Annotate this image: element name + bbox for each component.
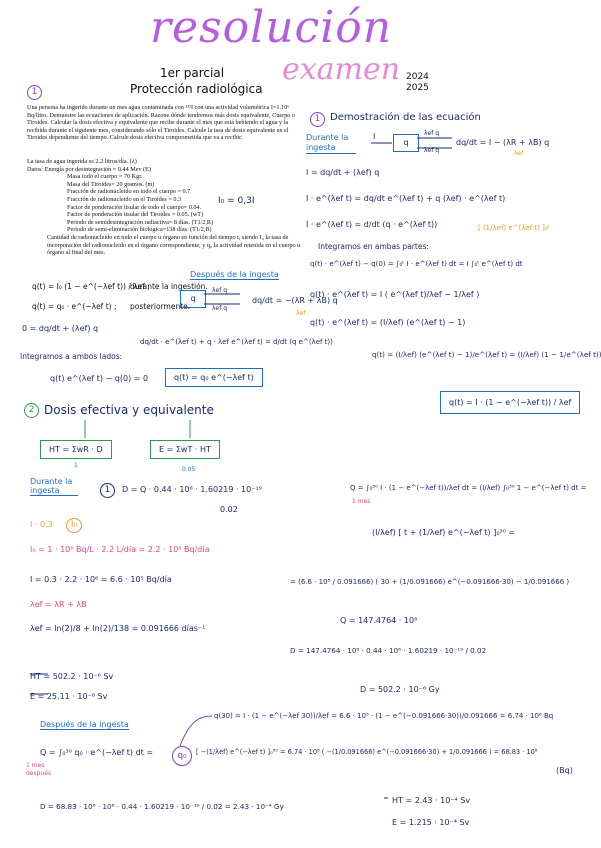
data-line: Fracción de radionucleido en el Tiroides = 0.3 bbox=[67, 195, 182, 203]
q-month-after-label: 1 mes después bbox=[26, 762, 52, 777]
after-equation-1: 0 = dq/dt + (λef) q bbox=[22, 324, 99, 333]
q-during-label: durante la ingestión. bbox=[130, 282, 208, 291]
input-i-label: I bbox=[373, 132, 376, 141]
equation-line-4: q(t) · e^(λef t) − q(0) = ∫₀ᵗ I · e^(λef t) dt = I ∫₀ᵗ e^(λef t) dt bbox=[310, 260, 523, 268]
q-numeric-during: = (6.6 · 10⁵ / 0.091666) ( 30 + (1/0.091666) e^(−0.091666·30) − 1/0.091666 ) bbox=[290, 578, 570, 586]
i0-calculation: I₀ = 1 · 10⁶ Bq/L · 2.2 L/día = 2.2 · 10⁶ Bq/día bbox=[30, 545, 210, 554]
e-result-after: E = 1.215 · 10⁻⁴ Sv bbox=[392, 818, 470, 827]
lambda-out-bottom: λef q bbox=[424, 147, 440, 154]
data-line: Factor de ponderación tisular del Tiroides = 0.05. (wT) bbox=[67, 211, 204, 219]
equation-line-6: q(t) · e^(λef t) = (I/λef) (e^(λef t) − 1) bbox=[310, 318, 466, 327]
data-line: Datos: Energía por desintegración = 0.44 Mev (E) bbox=[27, 165, 151, 173]
integrate-label: Integramos en ambas partes: bbox=[318, 242, 429, 251]
page-title: resolución bbox=[150, 2, 393, 53]
ht-result-during: HT = 502.2 · 10⁻⁶ Sv bbox=[30, 672, 114, 681]
i-calculation: I = 0.3 · 2.2 · 10⁶ = 6.6 · 10⁵ Bq/día bbox=[30, 575, 172, 584]
d-calculation-after: D = 68.83 · 10⁶ · 10⁶ · 0.44 · 1.60219 · 10⁻¹⁹ / 0.02 = 2.43 · 10⁻⁴ Gy bbox=[40, 802, 284, 811]
q-after-formula: q(t) = q₀ · e^(−λef t) ; bbox=[32, 302, 117, 311]
arrow-q0-link bbox=[180, 716, 212, 746]
wt-value: 0.05 bbox=[182, 466, 196, 473]
lambda-out-top: λef q bbox=[424, 130, 440, 137]
during-ingestion-label: Durante la ingesta bbox=[306, 133, 356, 154]
year-start: 2024 bbox=[406, 72, 429, 82]
section2-during-label: Durante la ingesta bbox=[30, 477, 78, 496]
section2-title: Dosis efectiva y equivalente bbox=[44, 403, 214, 417]
e-result-during: E = 25.11 · 10⁻⁶ Sv bbox=[30, 692, 108, 701]
data-line: La tasa de agua ingerida es 2.2 litros/día. (λ) bbox=[27, 158, 137, 165]
ht-formula-box: HT = ΣwR · D bbox=[40, 440, 112, 459]
result-box-after: q(t) = q₀ e^(−λef t) bbox=[165, 368, 263, 387]
q0-circle: q₀ bbox=[172, 746, 192, 766]
q-value-during: Q = 147.4764 · 10⁶ bbox=[340, 616, 418, 625]
data-line: Fracción de radionucleido en todo el cuerpo = 0.7 bbox=[67, 188, 191, 196]
after-dq-equation: dq/dt = −(λR + λB) q bbox=[252, 296, 338, 305]
section1-badge: 1 bbox=[310, 112, 325, 127]
i0-circle: I₀ bbox=[66, 518, 82, 533]
q-bracket-during: (I/λef) [ t + (1/λef) e^(−λef t) ]₀³⁰ = bbox=[372, 528, 516, 537]
dose-formula: D = Q · 0.44 · 10⁶ · 1.60219 · 10⁻¹⁹ bbox=[122, 485, 262, 494]
after-lambda-top: λef q bbox=[212, 287, 228, 294]
equation-line-5: q(t) · e^(λef t) = I ( e^(λef t)/λef − 1/λef ) bbox=[310, 290, 480, 299]
problem-number-badge: 1 bbox=[27, 85, 42, 100]
q-unit-after: (Bq) bbox=[556, 766, 573, 775]
q-integral-after: Q = ∫₀³⁰ q₀ · e^(−λef t) dt = bbox=[40, 748, 154, 757]
integral-side-note: [ (1/λef) e^(λef t) ]₀ᵗ bbox=[478, 224, 550, 232]
d-calculation-during: D = 147.4764 · 10⁶ · 0.44 · 10⁶ · 1.60219 · 10⁻¹⁹ / 0.02 bbox=[290, 646, 487, 655]
result-box-during: q(t) = I · (1 − e^(−λef t)) / λef bbox=[440, 391, 580, 414]
equation-line-2: I · e^(λef t) = dq/dt e^(λef t) + q (λef) · e^(λef t) bbox=[306, 194, 506, 203]
compartment-box-after: q bbox=[180, 290, 206, 308]
after-ingestion-label: Después de la ingesta bbox=[190, 270, 279, 279]
i0-note: I₀ = 0,3I bbox=[218, 196, 255, 206]
section1-title: Demostración de las ecuación bbox=[330, 112, 481, 123]
after-equation-3: q(t) e^(λef t) − q(0) = 0 bbox=[50, 374, 149, 383]
step-badge: 1 bbox=[100, 483, 115, 498]
d-value-during: D = 502.2 · 10⁻⁶ Gy bbox=[360, 685, 440, 694]
after-equation-2: dq/dt · e^(λef t) + q · λef e^(λef t) = d/dt (q e^(λef t)) bbox=[140, 338, 333, 346]
equation-line-7: q(t) = (I/λef) (e^(λef t) − 1)/e^(λef t) = (I/λef) (1 − 1/e^(λef t)) bbox=[372, 350, 601, 359]
section3-after-label: Después de la ingesta bbox=[40, 720, 129, 729]
equation-line-3: I · e^(λef t) = d/dt (q · e^(λef t)) bbox=[306, 220, 438, 229]
problem-statement: Una persona ha ingerido durante un mes agua contaminada con ¹³¹I con una actividad volumétrica I=1.10⁶ Bq/litro. Demuestre las ecuaciones de aplicación. Razone dónde tendremos más dosis equivalente, Cuerpo o Tiroides. Calcular la dosis efectiva y equivalente que recibe durante el mes que está bebiendo el agua y la recibida durante el siguiente mes, considerando sólo el Tiroides. Calcule la tasa de dosis equivalente en el Tiroides dependiente del tiempo. Calcule dosis efectiva comprometida que va a recibir. bbox=[27, 104, 296, 142]
q-one-month-label: 1 mes bbox=[352, 498, 371, 505]
q30-calculation: q(30) = I · (1 − e^(−λef 30))/λef = 6.6 · 10⁵ · (1 − e^(−0.091666·30))/0.091666 = 6.74 · 10⁶ Bq bbox=[214, 712, 554, 720]
subtitle-course: Protección radiológica bbox=[130, 82, 263, 96]
q-after-label: posteriormente. bbox=[130, 302, 191, 311]
after-lambda-ef-note: λef bbox=[296, 310, 306, 317]
exam-title: examen bbox=[282, 52, 401, 87]
dq-dt-equation: dq/dt = I − (λR + λB) q bbox=[456, 138, 550, 147]
after-integrate-label: Integramos a ambos lados: bbox=[20, 352, 123, 361]
subtitle-partial: 1er parcial bbox=[160, 66, 225, 80]
wr-value: 1 bbox=[74, 462, 78, 469]
compartment-box-during: q bbox=[393, 134, 419, 152]
section2-badge: 2 bbox=[24, 403, 39, 418]
data-line: Periodo de semi-eliminación biológica=138 días. (T1/2,B) bbox=[67, 226, 212, 234]
q-during-formula: q(t) = I₀ (1 − e^(−λef t)) / λef ; bbox=[32, 282, 150, 291]
i-fraction-note: I · 0.3 bbox=[30, 520, 53, 529]
data-line: Periodo de semidesintegración radiactiva= 8 días. (T1/2,R) bbox=[67, 218, 214, 226]
e-formula-box: E = ΣwT · HT bbox=[150, 440, 220, 459]
after-lambda-bottom: λef q bbox=[212, 305, 228, 312]
dose-denominator: 0.02 bbox=[220, 505, 238, 514]
data-line: Cantidad de radionucleido en todo el cuerpo u órgano en función del tiempo t, siendo I₀ la tasa de incorporación del radionucleido en el órgano correspondiente, y q₀ la actividad retenida en el cuerpo u órgano al final del mes. bbox=[47, 233, 301, 257]
lambda-ef-note: λef bbox=[514, 150, 524, 157]
equation-line-1: I = dq/dt + (λef) q bbox=[306, 168, 380, 177]
year-end: 2025 bbox=[406, 83, 429, 93]
data-line: Masa del Tiroides= 20 gramos. (m) bbox=[67, 180, 155, 188]
lambda-sum: λef = λR + λB bbox=[30, 600, 87, 609]
data-line: Factor de ponderación tisular de todo el cuerpo= 0.04. bbox=[67, 203, 202, 211]
lambda-calculation: λef = ln(2)/8 + ln(2)/138 = 0.091666 días⁻¹ bbox=[30, 624, 206, 633]
data-line: Masa todo el cuerpo = 70 Kgr. bbox=[67, 173, 143, 181]
ht-result-after: HT = 2.43 · 10⁻⁴ Sv bbox=[392, 796, 471, 805]
q-integral-during: Q = ∫₀³⁰ I · (1 − e^(−λef t))/λef dt = (I/λef) ∫₀³⁰ 1 − e^(−λef t) dt = bbox=[350, 484, 587, 492]
q-bracket-after: [ −(1/λef) e^(−λef t) ]₀³⁰ = 6.74 · 10⁶ ( −(1/0.091666) e^(−0.091666·30) + 1/0.091666 ) = 68.83 · 10⁶ bbox=[196, 748, 538, 756]
